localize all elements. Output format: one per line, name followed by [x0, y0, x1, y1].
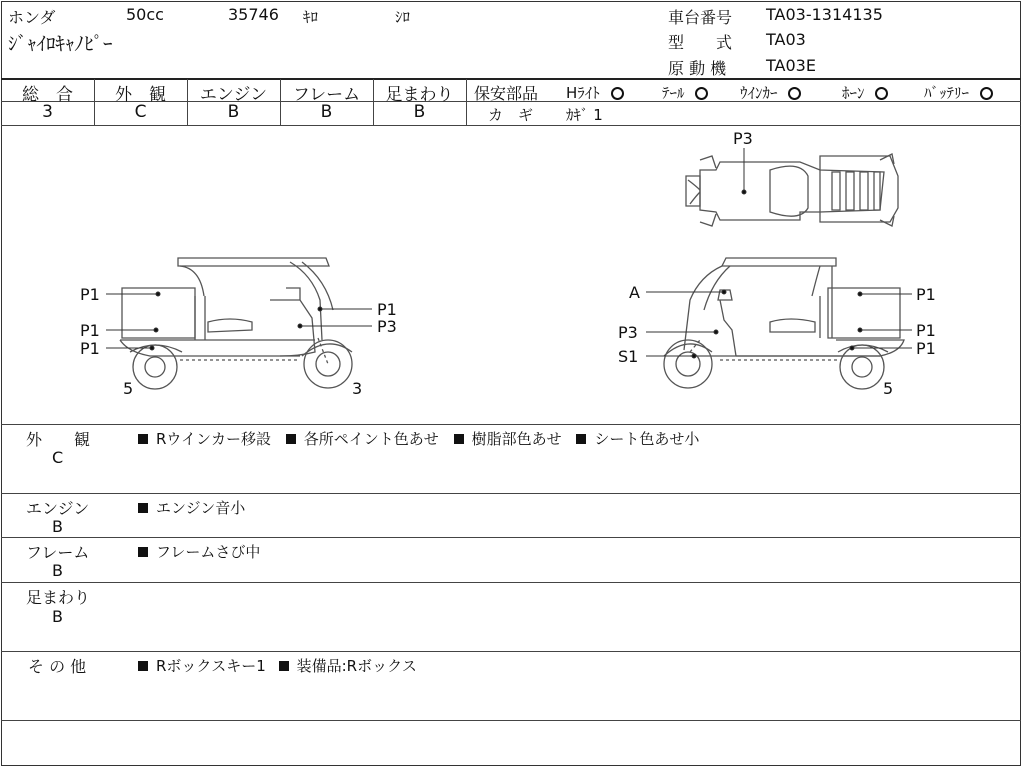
- right-view-label: P1: [916, 339, 936, 358]
- grade-label-suspension: 足まわり: [385, 85, 454, 105]
- type-label: 型 式: [668, 33, 733, 52]
- bullet-icon: [138, 547, 148, 557]
- left-view-label: P1: [80, 339, 100, 358]
- remark-item: 樹脂部色あせ: [471, 430, 562, 448]
- frame-no: TA03-1314135: [766, 5, 883, 24]
- bullet-icon: [454, 434, 464, 444]
- safety-item-label: ｳｲﾝｶｰ: [740, 84, 778, 102]
- bullet-icon: [138, 503, 148, 513]
- bullet-icon: [279, 661, 289, 671]
- safety-item-label: ﾊﾞｯﾃﾘｰ: [924, 84, 970, 102]
- remark-label: 外 観: [26, 430, 91, 449]
- top-view: [686, 154, 898, 226]
- engine-model: TA03E: [766, 56, 816, 75]
- grade-label-frame: フレーム: [292, 85, 361, 105]
- remark-grade: B: [52, 607, 63, 626]
- right-side-view: [664, 258, 904, 389]
- right-view-label: S1: [618, 347, 639, 366]
- frame-no-label: 車台番号: [668, 8, 733, 27]
- remarks-divider: [1, 537, 1021, 538]
- remarks-divider: [1, 493, 1021, 494]
- remark-items: [138, 497, 245, 518]
- left-view-label: P1: [80, 321, 100, 340]
- grade-label-engine: エンジン: [199, 85, 268, 105]
- remarks-divider: [1, 651, 1021, 652]
- right-view-label: P1: [916, 285, 936, 304]
- remark-grade: C: [52, 448, 64, 467]
- grade-value-engine: B: [227, 102, 240, 122]
- right-view-label: P1: [916, 321, 936, 340]
- left-view-label: P1: [80, 285, 100, 304]
- remark-label: エンジン: [26, 499, 90, 518]
- remark-item: シート色あせ小: [594, 430, 700, 448]
- remark-label: フレーム: [26, 543, 90, 562]
- key-value: ｶｷﾞ 1: [566, 106, 603, 124]
- remark-item: Rボックスキー1: [156, 657, 266, 675]
- key-label: カ ギ: [488, 106, 534, 124]
- remark-items: [138, 655, 417, 676]
- bullet-icon: [576, 434, 586, 444]
- engine-label: 原 動 機: [668, 59, 727, 78]
- safety-title: 保安部品: [474, 84, 539, 103]
- grade-value-exterior: C: [134, 102, 147, 122]
- body-color: ｼﾛ: [395, 8, 411, 26]
- grade-value-frame: B: [320, 102, 333, 122]
- safety-item-label: ﾎｰﾝ: [842, 84, 865, 102]
- remark-grade: B: [52, 517, 63, 536]
- bullet-icon: [138, 434, 148, 444]
- right-view-grade: 5: [883, 379, 894, 398]
- safety-item-label: ﾃｰﾙ: [662, 84, 685, 102]
- remark-item: フレームさび中: [156, 543, 261, 561]
- maker: ホンダ: [8, 8, 56, 27]
- displacement: 50cc: [126, 5, 164, 24]
- left-view-grade: 5: [123, 379, 134, 398]
- mileage-unit: ｷﾛ: [303, 8, 319, 26]
- grade-label-exterior: 外 観: [115, 85, 166, 105]
- left-view-label: P1: [377, 300, 397, 319]
- remark-label: そ の 他: [28, 657, 87, 676]
- mileage: 35746: [228, 5, 279, 24]
- grade-label-overall: 総 合: [22, 85, 73, 105]
- remark-item: 各所ペイント色あせ: [303, 430, 439, 448]
- remark-item: Rウインカー移設: [156, 430, 271, 448]
- right-view-label: P3: [618, 323, 638, 342]
- remarks-divider: [1, 720, 1021, 721]
- type-value: TA03: [766, 30, 806, 49]
- top-view-label-p3: P3: [733, 129, 753, 148]
- remarks-divider: [1, 582, 1021, 583]
- remark-label: 足まわり: [26, 588, 91, 607]
- bullet-icon: [138, 661, 148, 671]
- safety-item-label: Hﾗｲﾄ: [566, 84, 600, 102]
- grade-value-overall: 3: [42, 102, 53, 122]
- remark-item: エンジン音小: [156, 499, 246, 517]
- remark-grade: B: [52, 561, 63, 580]
- model-name: ｼﾞｬｲﾛｷｬﾉﾋﾟｰ: [8, 33, 113, 55]
- grade-value-suspension: B: [413, 102, 426, 122]
- right-view-label: A: [629, 283, 640, 302]
- left-side-view: [120, 258, 352, 389]
- remark-items: [138, 541, 260, 562]
- remark-item: 装備品:Rボックス: [296, 657, 417, 675]
- left-view-label: P3: [377, 317, 397, 336]
- bullet-icon: [286, 434, 296, 444]
- remark-items: [138, 428, 699, 449]
- left-view-grade: 3: [352, 379, 363, 398]
